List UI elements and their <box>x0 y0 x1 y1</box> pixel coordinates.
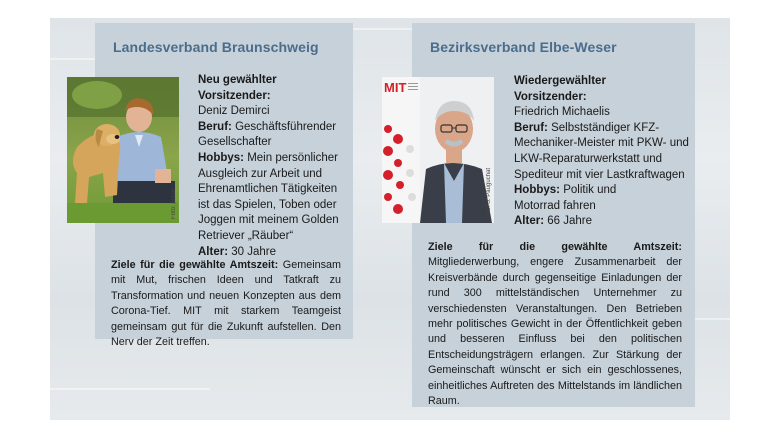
job-label: Beruf: <box>514 121 548 134</box>
goals-block <box>111 258 341 350</box>
age-value: 30 Jahre <box>231 245 276 258</box>
card-bezirksverband-elbe-weser <box>384 23 695 408</box>
age-label: Alter: <box>514 215 545 228</box>
portrait-man-image <box>382 77 494 223</box>
goals-value: Mitgliederwerbung, engere Zusammenarbeit der Kreisverbände durch gegenseitige Einladungen der rund 300 mittelständischen Unternehmer zu verschiedensten Veranstaltungen. Den Betrieben mehr politisches Gewicht in der Öffentlichkeit geben und besseren Einfluss bei den politischen Entscheidungsträgern erlangen. Zur Stärkung der Gemeinschaft wünscht er sich ein geschlossenes, einheitliches Auftreten des Mittelstands im ländlichen Raum. <box>428 256 682 408</box>
goals-label: Ziele für die gewählte Amtszeit: <box>428 241 682 253</box>
goals-label: Ziele für die gewählte Amtszeit: <box>111 259 279 271</box>
card-title: Landesverband Braunschweig <box>113 39 319 55</box>
age-label: Alter: <box>198 245 229 258</box>
role-label-line-2: Vorsitzender: <box>514 90 587 103</box>
mit-logo-backdrop: MIT <box>384 80 407 95</box>
goals-value: Gemeinsam mit Mut, frischen Ideen und Tatkraft zu Transformation und neuen Konzepten aus dem Corona-Tief. MIT mit starkem Teamgeist gemeinsam gut für die Zukunft aufstellen. Den Nerv der Zeit treffen. <box>111 259 341 349</box>
job-label: Beruf: <box>198 120 232 133</box>
photo-credit: Foto: privat <box>171 188 177 219</box>
card-landesverband-braunschweig <box>95 23 353 349</box>
age-value: 66 Jahre <box>547 215 592 228</box>
hobbies-value: Mein persönlicher Ausgleich zur Arbeit und Ehrenamtlichen Tätigkeiten ist das Spielen, Toben oder Joggen mit meinem Golden Retriever „Räuber“ <box>198 151 339 242</box>
hobbies-value: Politik und Motorrad fahren <box>514 184 617 212</box>
role-label-line-1: Wiedergewählter <box>514 75 606 87</box>
person-name: Deniz Demirci <box>198 105 270 118</box>
hobbies-label: Hobbys: <box>514 184 560 197</box>
portrait-photo <box>382 77 494 223</box>
bio-block <box>198 73 348 260</box>
job-value: Selbstständiger KFZ-Mechaniker-Meister mit PKW- und LKW-Reparaturwerkstatt und Spediteur mit vier Lastkraftwagen <box>514 121 689 181</box>
portrait-photo <box>67 77 179 223</box>
hobbies-label: Hobbys: <box>198 151 244 164</box>
photo-credit: Foto: S. Pauguchat <box>486 167 492 219</box>
portrait-man-with-dog-image <box>67 77 179 223</box>
job-value: Geschäftsführender Gesellschafter <box>198 120 337 149</box>
role-label: Neu gewählter Vorsitzender: <box>198 74 277 102</box>
person-name: Friedrich Michaelis <box>514 106 610 119</box>
goals-block <box>428 240 682 409</box>
card-title: Bezirksverband Elbe-Weser <box>430 39 617 55</box>
bio-block <box>514 74 690 230</box>
